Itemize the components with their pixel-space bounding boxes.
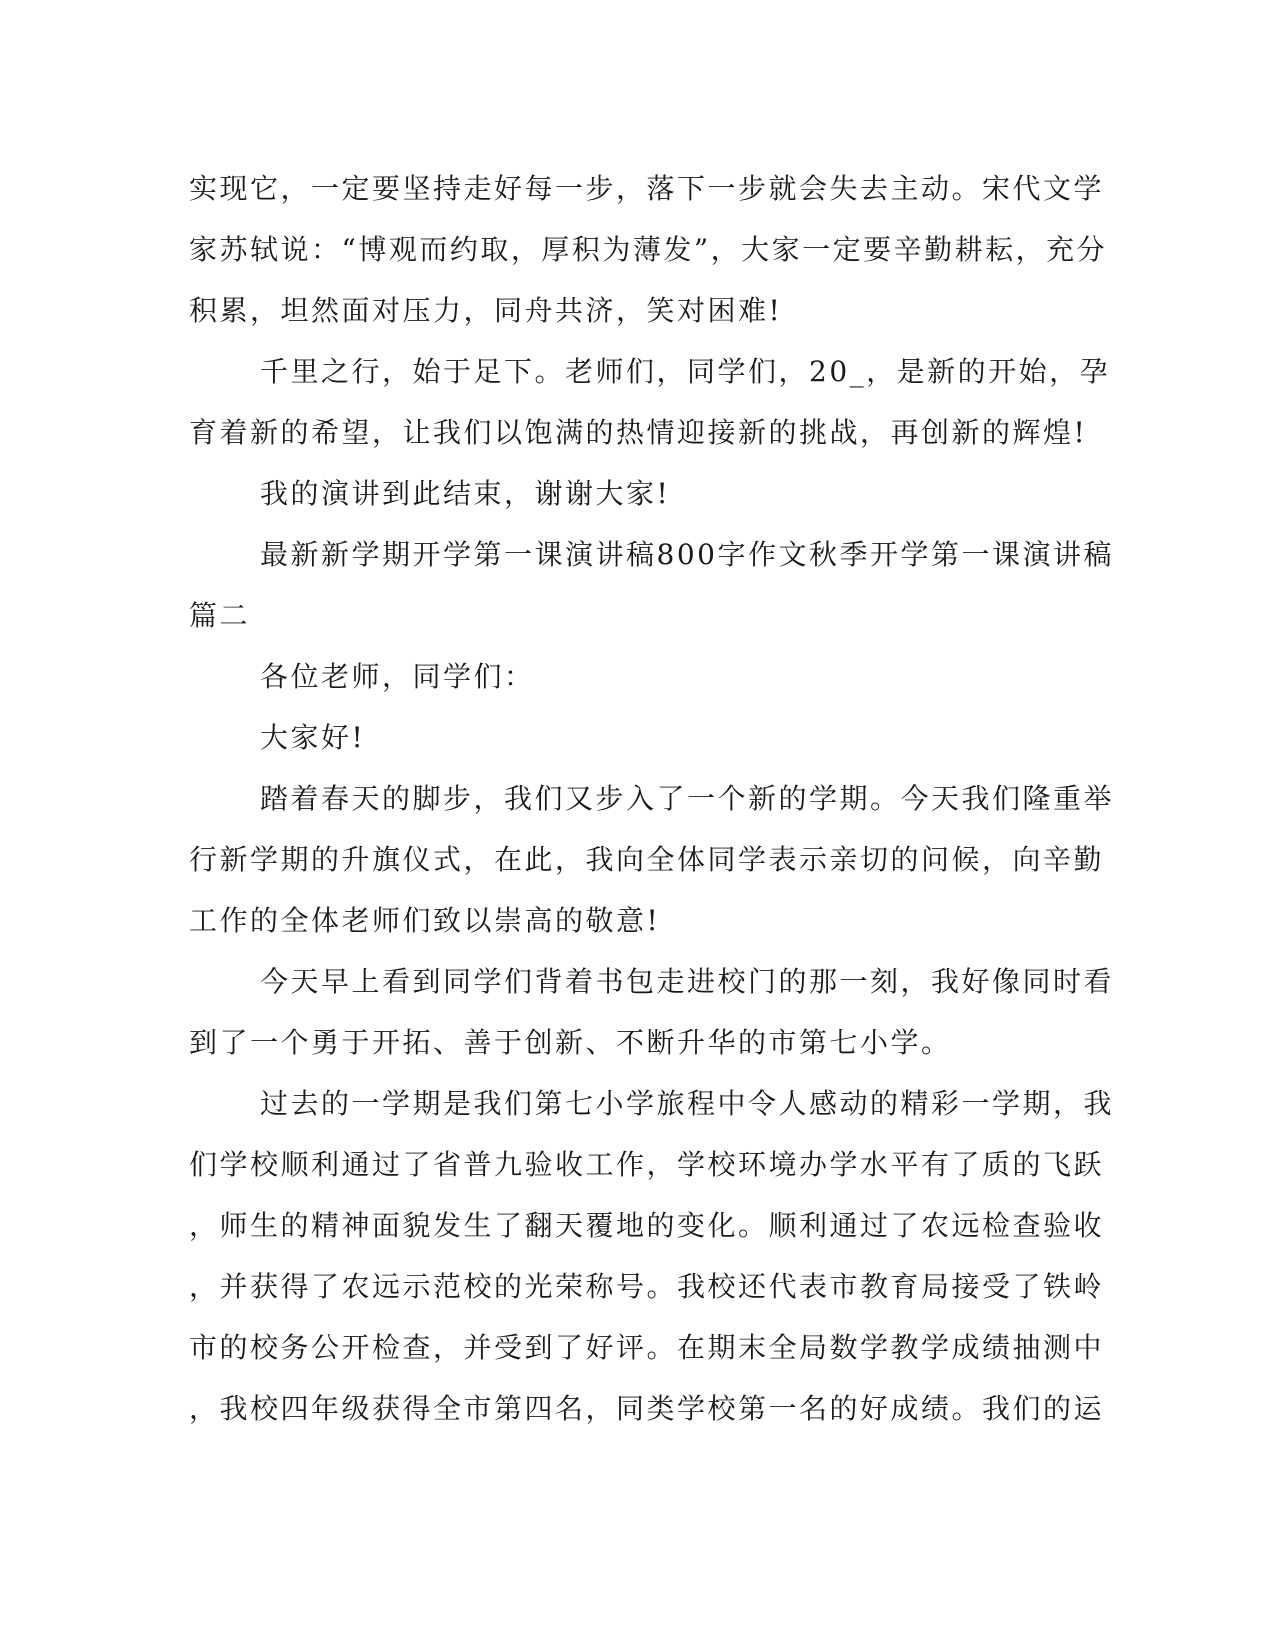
text-line: 我的演讲到此结束，谢谢大家! — [260, 477, 671, 510]
text-line: 千里之行，始于足下。老师们，同学们，20_，是新的开始，孕 — [260, 355, 1111, 388]
greeting-line: 大家好! — [260, 721, 366, 754]
text-line: ，我校四年级获得全市第四名，同类学校第一名的好成绩。我们的运 — [189, 1392, 1105, 1425]
section-heading-line: 篇二 — [189, 599, 251, 632]
text-line: 今天早上看到同学们背着书包走进校门的那一刻，我好像同时看 — [260, 965, 1115, 998]
text-line: ，并获得了农远示范校的光荣称号。我校还代表市教育局接受了铁岭 — [189, 1270, 1105, 1303]
text-line: 们学校顺利通过了省普九验收工作，学校环境办学水平有了质的飞跃 — [189, 1148, 1105, 1181]
text-line: 到了一个勇于开拓、善于创新、不断升华的市第七小学。 — [189, 1026, 952, 1059]
text-line: 行新学期的升旗仪式，在此，我向全体同学表示亲切的问候，向辛勤 — [189, 843, 1105, 876]
text-line: 踏着春天的脚步，我们又步入了一个新的学期。今天我们隆重举 — [260, 782, 1115, 815]
text-line: 工作的全体老师们致以崇高的敬意! — [189, 904, 661, 937]
document-body — [189, 158, 1115, 1439]
text-line: 实现它，一定要坚持走好每一步，落下一步就会失去主动。宋代文学 — [189, 172, 1105, 205]
text-line: 育着新的希望，让我们以饱满的热情迎接新的挑战，再创新的辉煌! — [189, 416, 1088, 449]
text-line: 家苏轼说：“博观而约取，厚积为薄发”，大家一定要辛勤耕耘，充分 — [189, 233, 1108, 266]
text-line: 市的校务公开检查，并受到了好评。在期末全局数学教学成绩抽测中 — [189, 1331, 1105, 1364]
text-line: 过去的一学期是我们第七小学旅程中令人感动的精彩一学期，我 — [260, 1087, 1115, 1120]
text-line: 积累，坦然面对压力，同舟共济，笑对困难! — [189, 294, 783, 327]
section-heading-line: 最新新学期开学第一课演讲稿800字作文秋季开学第一课演讲稿 — [260, 538, 1114, 571]
salutation-line: 各位老师，同学们： — [260, 660, 535, 693]
text-line: ，师生的精神面貌发生了翻天覆地的变化。顺利通过了农远检查验收 — [189, 1209, 1105, 1242]
